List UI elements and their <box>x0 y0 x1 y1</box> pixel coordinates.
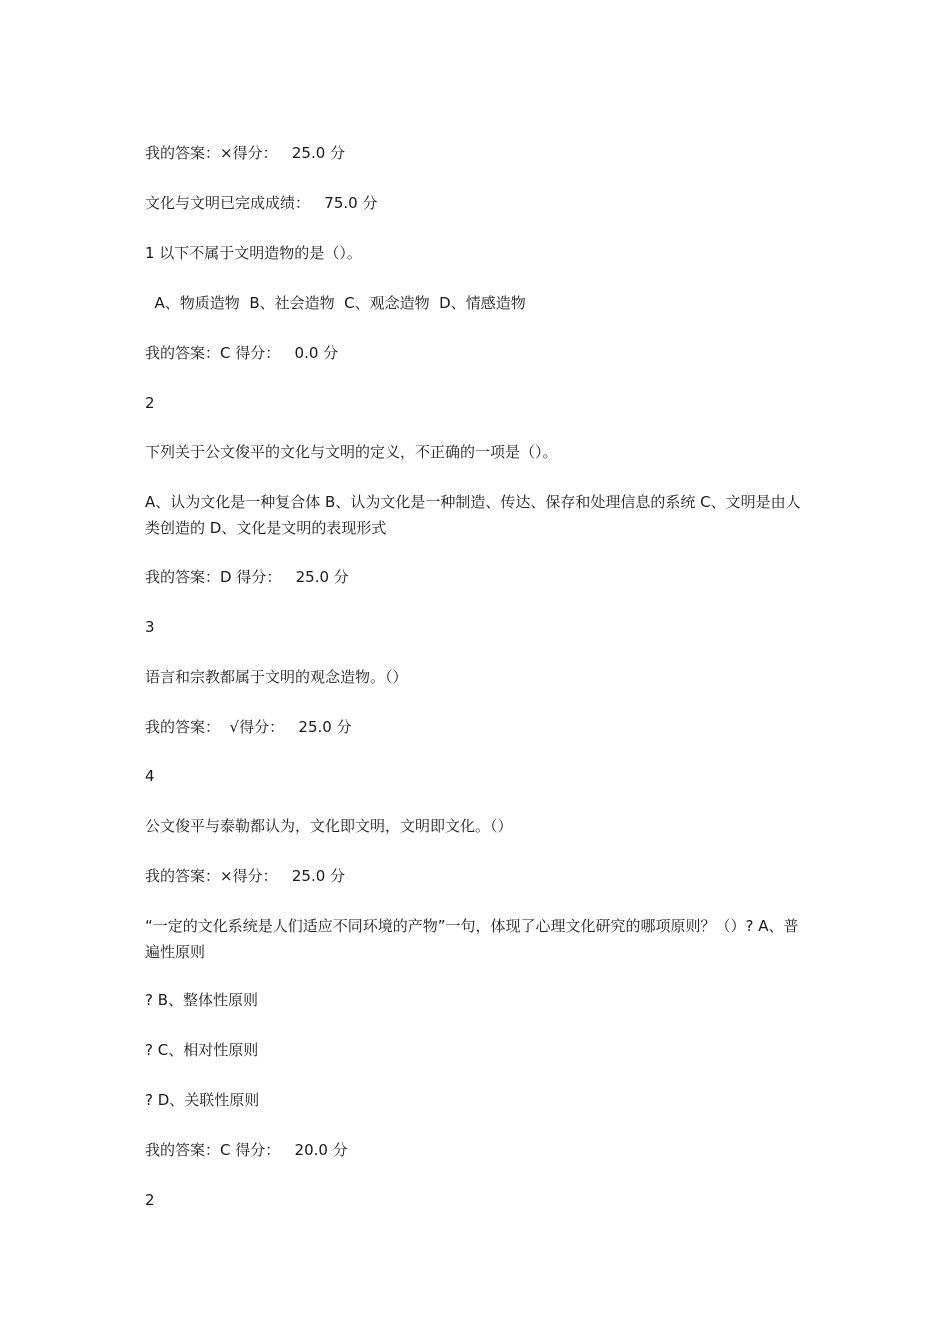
answer-line-q2: 我的答案：D 得分： 25.0 分 <box>145 568 349 586</box>
question-1: 1 以下不属于文明造物的是（）。 <box>145 244 362 262</box>
question-5-option-b: ? B、整体性原则 <box>145 991 259 1009</box>
question-3: 语言和宗教都属于文明的观念造物。（） <box>145 668 408 686</box>
answer-line-q3: 我的答案： √得分： 25.0 分 <box>145 718 352 736</box>
question-1-options: A、物质造物 B、社会造物 C、观念造物 D、情感造物 <box>145 294 526 312</box>
question-5-option-d: ? D、关联性原则 <box>145 1091 260 1109</box>
answer-line-1: 我的答案：×得分： 25.0 分 <box>145 144 346 162</box>
question-5: “一定的文化系统是人们适应不同环境的产物”一句，体现了心理文化研究的哪项原则？（）? A、普遍性原则 <box>145 917 799 961</box>
question-number-next: 2 <box>145 1191 155 1209</box>
question-5-option-c: ? C、相对性原则 <box>145 1041 259 1059</box>
question-2-options: A、认为文化是一种复合体 B、认为文化是一种制造、传达、保存和处理信息的系统 C、文明是由人类创造的 D、文化是文明的表现形式 <box>145 493 801 537</box>
question-number-2: 2 <box>145 394 155 412</box>
question-number-3: 3 <box>145 618 155 636</box>
answer-line-q5: 我的答案：C 得分： 20.0 分 <box>145 1141 348 1159</box>
answer-line-q1: 我的答案：C 得分： 0.0 分 <box>145 344 339 362</box>
section-score: 文化与文明已完成成绩： 75.0 分 <box>145 194 378 212</box>
question-number-4: 4 <box>145 767 155 785</box>
answer-line-q4: 我的答案：×得分： 25.0 分 <box>145 867 346 885</box>
question-2: 下列关于公文俊平的文化与文明的定义，不正确的一项是（）。 <box>145 443 558 461</box>
question-4: 公文俊平与泰勒都认为，文化即文明，文明即文化。（） <box>145 817 513 835</box>
